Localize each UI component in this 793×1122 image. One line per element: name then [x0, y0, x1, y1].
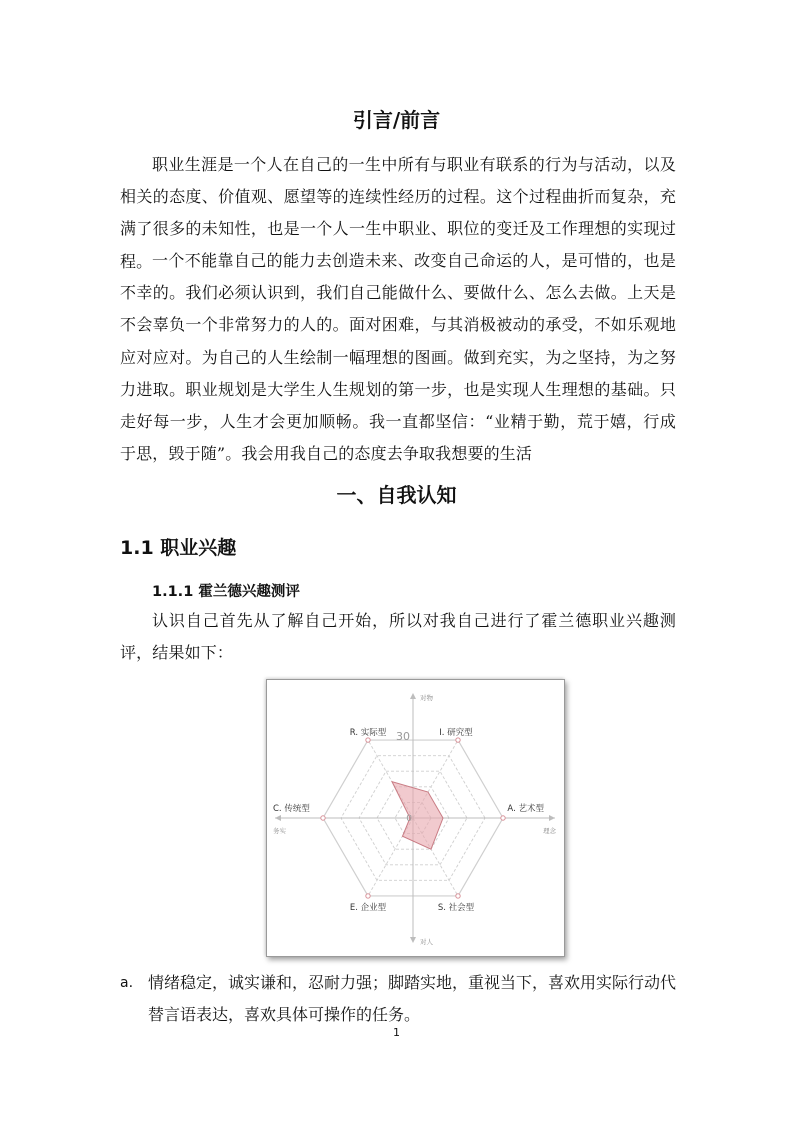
- list-text: 情绪稳定，诚实谦和，忍耐力强；脚踏实地，重视当下，喜欢用实际行动代替言语表达，喜欢具体可操作的任务。: [148, 973, 677, 1025]
- page-number: 1: [393, 1026, 400, 1039]
- radar-svg: [267, 680, 564, 956]
- arrow-down-icon: [410, 937, 416, 943]
- holland-radar-chart: [266, 679, 565, 957]
- axis-label: R. 实际型: [349, 728, 387, 738]
- intro-paragraph-2: 一个不能靠自己的能力去创造未来、改变自己命运的人，是可惜的，也是不幸的。我们必须认识到，我们自己能做什么、要做什么、怎么去做。上天是不会辜负一个非常努力的人的。面对困难，与其消极被动的承受，不如乐观地应对应对。为自己的人生绘制一幅理想的图画。做到充实，为之坚持，为之努力进取。职业规划是大学生人生规划的第一步，也是实现人生理想的基础。只走好每一步，人生才会更加顺畅。我一直都坚信：“业精于勤，荒于嬉，行成于思，毁于随”。我会用我自己的态度去争取我想要的生活: [120, 251, 676, 464]
- radar-vertex-dot: [366, 738, 370, 742]
- quadrant-label-top: 对物: [420, 694, 433, 702]
- axis-label: C. 传统型: [273, 804, 310, 814]
- arrow-left-icon: [275, 815, 281, 821]
- max-tick-label: 30: [396, 730, 410, 743]
- subsection-heading: 1.1.1 霍兰德兴趣测评: [152, 584, 300, 600]
- axis-label: I. 研究型: [439, 728, 473, 738]
- chapter-title: 一、自我认知: [336, 483, 457, 507]
- arrow-up-icon: [410, 693, 416, 699]
- quadrant-label-left: 务实: [273, 827, 286, 835]
- radar-vertex-dot: [321, 816, 325, 820]
- axis-label: E. 企业型: [349, 903, 387, 913]
- section-heading: 1.1 职业兴趣: [120, 537, 237, 559]
- radar-vertex-dot: [501, 816, 505, 820]
- radar-vertex-dot: [366, 894, 370, 898]
- chapter-paragraph: 认识自己首先从了解自己开始，所以对我自己进行了霍兰德职业兴趣测评，结果如下：: [120, 611, 676, 663]
- quadrant-label-bottom: 对人: [420, 938, 433, 946]
- radar-vertex-dot: [456, 894, 460, 898]
- arrow-right-icon: [549, 815, 555, 821]
- intro-paragraph-1: 职业生涯是一个人在自己的一生中所有与职业有联系的行为与活动，以及相关的态度、价值观、愿望等的连续性经历的过程。这个过程曲折而复杂，充满了很多的未知性，也是一个人一生中职业、职位的变迁及工作理想的实现过程。: [120, 155, 676, 271]
- radar-data-area: [392, 782, 443, 850]
- radar-vertex-dot: [456, 738, 460, 742]
- quadrant-label-right: 理念: [543, 827, 556, 835]
- axis-label: A. 艺术型: [507, 804, 544, 814]
- min-tick-label: 0: [406, 814, 412, 824]
- axis-label: S. 社会型: [437, 903, 475, 913]
- intro-title: 引言/前言: [352, 108, 441, 132]
- list-marker: a.: [120, 975, 134, 991]
